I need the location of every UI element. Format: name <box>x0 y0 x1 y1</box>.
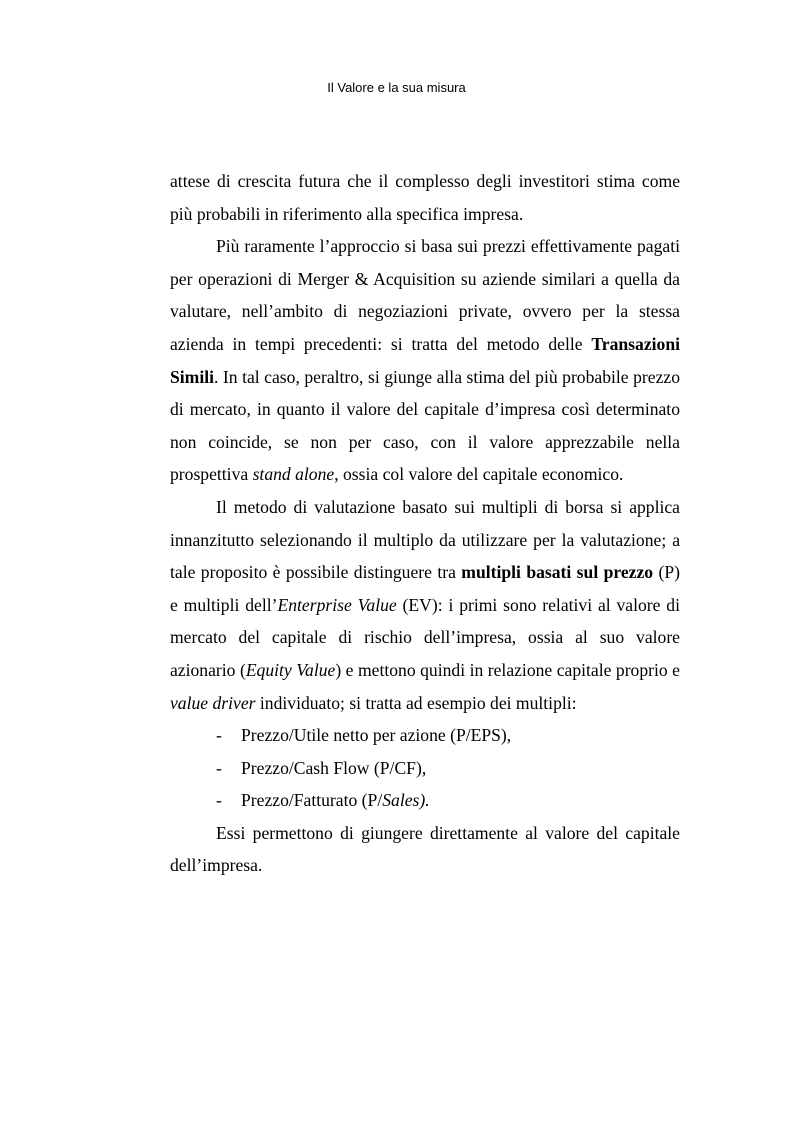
list-dash: - <box>216 725 222 746</box>
term-value-driver: value driver <box>170 692 256 713</box>
list-item-text: Prezzo/Fatturato (P/ <box>241 790 383 811</box>
list-item-italic: Sales). <box>382 790 430 811</box>
list-dash: - <box>216 757 222 778</box>
paragraph-3-text-2: (P) e multipli dell’ <box>170 562 680 615</box>
paragraph-3 <box>170 491 680 719</box>
list-item <box>170 752 680 785</box>
paragraph-3-text-5: individuato; si tratta ad esempio dei multipli: <box>255 692 577 713</box>
body-text <box>170 165 680 882</box>
term-stand-alone: stand alone <box>252 464 335 485</box>
paragraph-2-text-1: Più raramente l’approccio si basa sui prezzi effettivamente pagati per operazioni di Merger & Acquisition su aziende similari a quella da valutare, nell’ambito di negoziazioni private, ovvero per la stessa azienda in tempi precedenti: si tratta del metodo delle <box>170 236 680 354</box>
paragraph-1: attese di crescita futura che il complesso degli investitori stima come più probabili in riferimento alla specifica impresa. <box>170 171 680 224</box>
list-item-text: Prezzo/Utile netto per azione (P/EPS), <box>241 725 512 746</box>
paragraph-2-text-3: , ossia col valore del capitale economico. <box>334 464 624 485</box>
list-item <box>170 719 680 752</box>
paragraph-3-text-3: (EV): i primi sono relativi al valore di mercato del capitale di rischio dell’impresa, ossia al suo valore azionario ( <box>170 594 680 680</box>
multipli-list <box>170 719 680 817</box>
list-item-text: Prezzo/Cash Flow (P/CF), <box>241 757 427 778</box>
list-item <box>170 784 680 817</box>
term-equity-value: Equity Value <box>245 659 336 680</box>
paragraph-3-text-4: ) e mettono quindi in relazione capitale proprio e <box>335 659 680 680</box>
list-dash: - <box>216 790 222 811</box>
term-transazioni-simili: Transazioni Simili <box>170 333 680 387</box>
running-header: Il Valore e la sua misura <box>327 80 466 95</box>
paragraph-3-text-1: Il metodo di valutazione basato sui multipli di borsa si applica innanzitutto selezionando il multiplo da utilizzare per la valutazione; a tale proposito è possibile distinguere tra <box>170 496 680 583</box>
paragraph-2-text-2: . In tal caso, peraltro, si giunge alla stima del più probabile prezzo di mercato, in quanto il valore del capitale d’impresa così determinato non coincide, se non per caso, con il valore apprezzabile nella prospettiva <box>170 366 680 485</box>
term-enterprise-value: Enterprise Value <box>277 594 397 615</box>
paragraph-4: Essi permettono di giungere direttamente al valore del capitale dell’impresa. <box>170 822 680 876</box>
term-multipli-prezzo: multipli basati sul prezzo <box>461 562 654 583</box>
paragraph-2 <box>170 230 680 491</box>
